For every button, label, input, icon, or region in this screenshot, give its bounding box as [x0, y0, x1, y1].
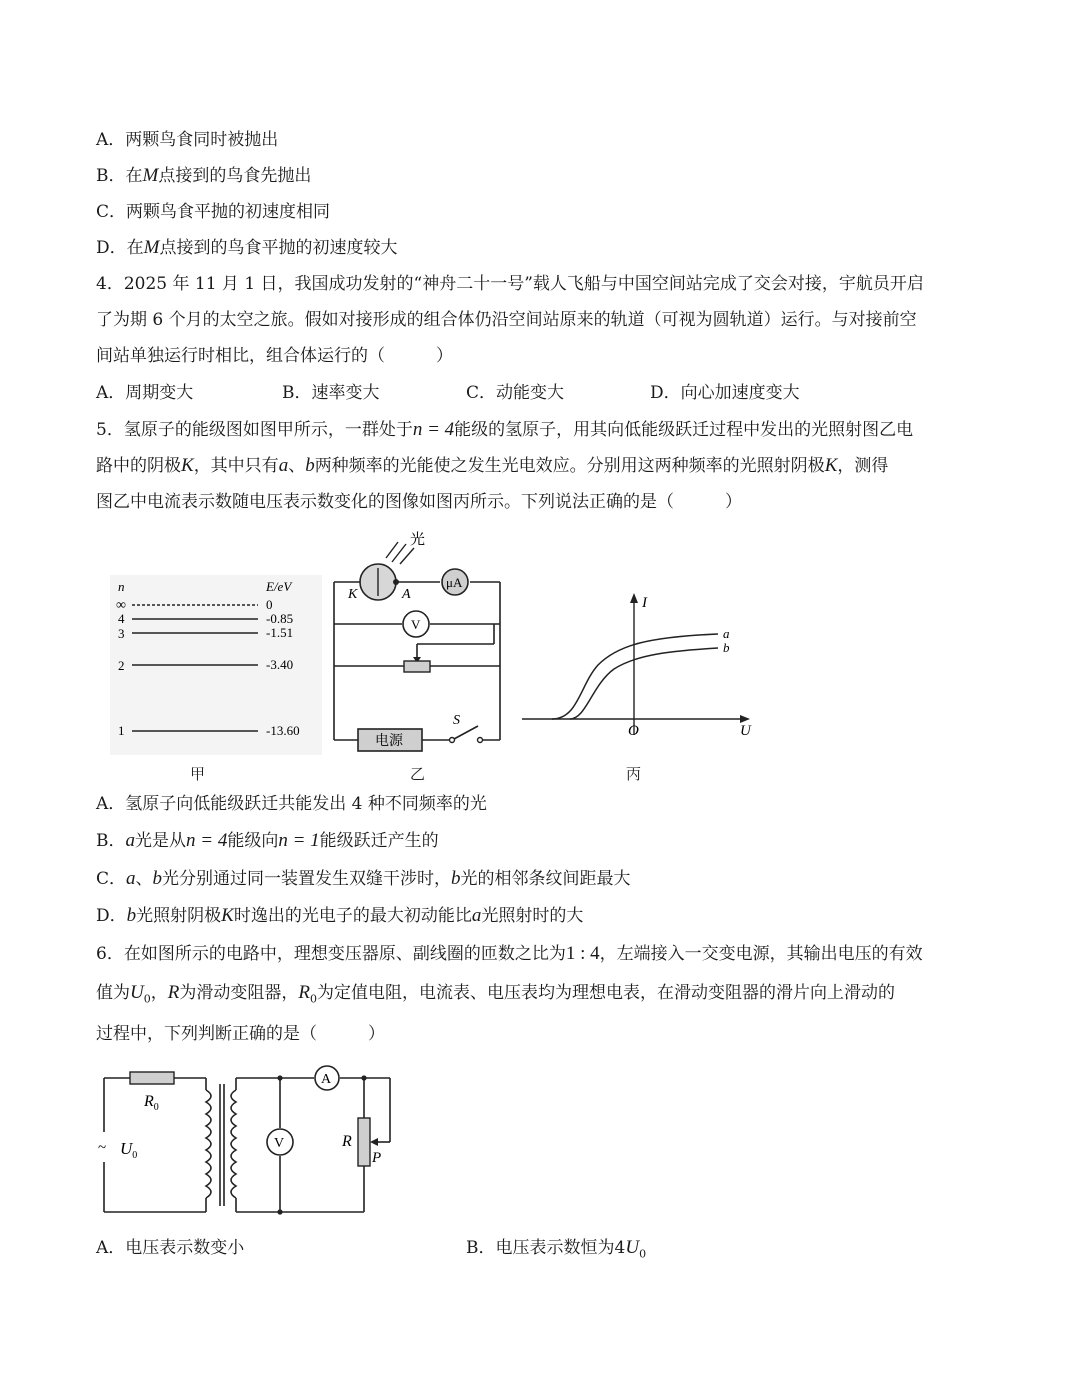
- level-e-3: -1.51: [266, 625, 294, 640]
- q5-option-c: C．a、b光分别通过同一装置发生双缝干涉时，b光的相邻条纹间距最大: [96, 868, 631, 889]
- anode-label: A: [402, 587, 411, 602]
- photoelectric-circuit: [330, 528, 510, 758]
- voltmeter-label: V: [274, 1136, 285, 1151]
- ammeter-label: A: [321, 1072, 332, 1087]
- light-label: 光: [410, 532, 426, 548]
- level-e-inf: 0: [266, 597, 273, 612]
- e-axis-label: E/eV: [266, 579, 292, 594]
- level-e-4: -0.85: [266, 611, 294, 626]
- q3-option-c: C．两颗鸟食平抛的初速度相同: [96, 202, 331, 222]
- q4-line-1: 4．2025 年 11 月 1 日，我国成功发射的“神舟二十一号”载人飞船与中国空间站完成了交会对接，宇航员开启: [96, 274, 924, 294]
- level-n-2: 2: [118, 658, 125, 673]
- voltmeter-label: V: [411, 617, 421, 632]
- q5-option-b: B．a光是从n = 4能级向n = 1能级跃迁产生的: [96, 830, 439, 851]
- curve-a-label: a: [723, 626, 730, 641]
- q3-option-d: D．在M点接到的鸟食平抛的初速度较大: [96, 237, 398, 258]
- n-axis-label: n: [118, 579, 125, 594]
- energy-level-diagram: [110, 575, 322, 755]
- q5-option-d: D．b光照射阴极K时逸出的光电子的最大初动能比a光照射时的大: [96, 905, 584, 926]
- level-e-1: -13.60: [266, 723, 300, 738]
- u0-label: $U_0$: [120, 1139, 138, 1161]
- level-n-4: 4: [118, 611, 125, 626]
- level-n-3: 3: [118, 626, 125, 641]
- q5-line-3: 图乙中电流表示数随电压表示数变化的图像如图丙所示。下列说法正确的是（ ）: [96, 492, 742, 512]
- u-axis-label: U: [740, 723, 751, 739]
- q3-option-b: B．在M点接到的鸟食先抛出: [96, 165, 312, 186]
- q4-option-a: A．周期变大: [96, 383, 194, 403]
- i-axis-label: I: [642, 595, 647, 611]
- curve-b-label: b: [723, 640, 730, 655]
- q5-line-1: 5．氢原子的能级图如图甲所示，一群处于n = 4能级的氢原子，用其向低能级跃迁过程中发出的光照射图乙电: [96, 419, 914, 440]
- slider-label: P: [372, 1150, 382, 1166]
- q6-line-2: 值为$U_0$，R为滑动变阻器，$R_0$为定值电阻，电流表、电压表均为理想电表，在滑动变阻器的滑片向上滑动的: [96, 982, 895, 1006]
- q5-line-2: 路中的阴极K，其中只有a、b两种频率的光能使之发生光电效应。分别用这两种频率的光照射阴极K，测得: [96, 455, 889, 476]
- r-label: R: [342, 1133, 352, 1150]
- rheostat: [404, 661, 430, 672]
- curve-b: [570, 648, 718, 719]
- q4-line-2: 了为期 6 个月的太空之旅。假如对接形成的组合体仍沿空间站原来的轨道（可视为圆轨道）运行。与对接前空: [96, 310, 917, 330]
- caption-yi: 乙: [410, 765, 426, 783]
- origin-label: O: [628, 723, 639, 739]
- q3-option-a: A．两颗鸟食同时被抛出: [96, 130, 279, 150]
- power-source-label: 电源: [375, 734, 403, 749]
- q6-option-b: B．电压表示数恒为$4U_0$: [466, 1237, 647, 1261]
- q6-line-3: 过程中，下列判断正确的是（ ）: [96, 1024, 385, 1044]
- transformer-circuit: [96, 1062, 406, 1222]
- switch-label: S: [453, 713, 460, 728]
- q5-option-a: A．氢原子向低能级跃迁共能发出 4 种不同频率的光: [96, 794, 487, 814]
- q6-line-1: 6．在如图所示的电路中，理想变压器原、副线圈的匝数之比为1 : 4，左端接入一交变电源，其输出电压的有效: [96, 943, 923, 964]
- q4-line-3: 间站单独运行时相比，组合体运行的（ ）: [96, 346, 453, 366]
- microammeter-label: μA: [446, 575, 463, 590]
- ac-source-symbol: ~: [98, 1140, 107, 1156]
- caption-jia: 甲: [190, 765, 206, 783]
- iu-graph: [518, 585, 758, 745]
- curve-a: [552, 634, 718, 719]
- fixed-resistor: [130, 1072, 174, 1084]
- level-n-1: 1: [118, 723, 125, 738]
- level-n-inf: ∞: [116, 598, 126, 613]
- sliding-rheostat: [358, 1118, 370, 1166]
- level-e-2: -3.40: [266, 657, 294, 672]
- cathode-label: K: [348, 587, 358, 602]
- q4-option-d: D．向心加速度变大: [650, 383, 800, 403]
- q4-option-b: B．速率变大: [282, 383, 380, 403]
- r0-label: $R_0$: [144, 1093, 159, 1113]
- q6-option-a: A．电压表示数变小: [96, 1238, 245, 1258]
- q4-option-c: C．动能变大: [466, 383, 565, 403]
- caption-bing: 丙: [626, 765, 642, 783]
